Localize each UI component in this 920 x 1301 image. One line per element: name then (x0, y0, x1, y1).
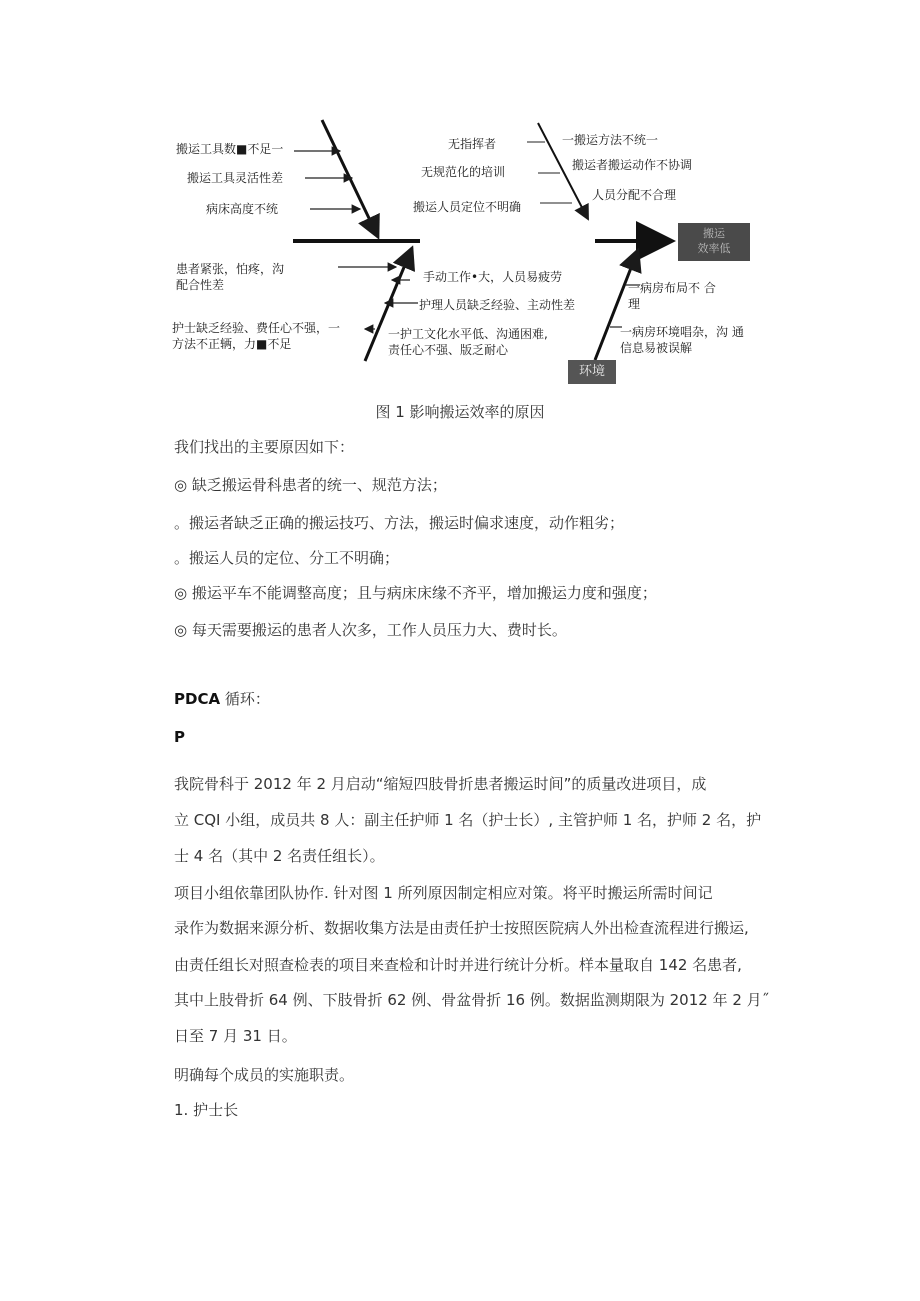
diagram-label: 一病房环境唱杂，沟 通 信息易被误解 (620, 325, 744, 355)
diagram-label: 护理人员缺乏经验、主动性差 (419, 298, 576, 312)
para2-line: 录作为数据来源分析、数据收集方法是由责任护士按照医院病人外出检查流程进行搬运, (174, 919, 749, 937)
reason-item: 。搬运人员的定位、分工不明确； (174, 549, 400, 567)
figure-caption: 图 1 影响搬运效率的原因 (375, 403, 545, 421)
p-heading: P (174, 728, 185, 746)
diagram-label: 搬运工具灵活性差 (187, 171, 284, 185)
para2-line: 日至 7 月 31 日。 (174, 1027, 297, 1045)
diagram-label: 搬运人员定位不明确 (413, 200, 522, 214)
pdca-label: PDCA (174, 690, 221, 708)
diagram-label: 无指挥者 (448, 137, 497, 151)
diagram-label: 无规范化的培训 (421, 165, 506, 179)
diagram-label: 一搬运方法不统一 (562, 133, 659, 147)
para2-line: 由责任组长对照查检表的项目来查检和计时并进行统计分析。样本量取自 142 名患者, (174, 956, 742, 974)
pdca-suffix: 循环： (220, 690, 270, 708)
list-item-1: 1. 护士长 (174, 1101, 239, 1119)
para2-line: 其中上肢骨折 64 例、下肢骨折 62 例、骨盆骨折 16 例。数据监测期限为 2012 年 2 月˝ (174, 991, 770, 1009)
diagram-label: 手动工作•大，人员易疲劳 (423, 270, 563, 284)
para1-line: 士 4 名（其中 2 名责任组长）。 (174, 847, 385, 865)
diagram-label: 人员分配不合理 (592, 188, 677, 202)
para2-line: 项目小组依靠团队协作. 针对图 1 所列原因制定相应对策。将平时搬运所需时间记 (174, 884, 713, 902)
diagram-label: 病床高度不统 (206, 202, 279, 216)
para3: 明确每个成员的实施职责。 (174, 1066, 355, 1084)
diagram-label: 搬运工具数■不足一 (176, 142, 284, 156)
diagram-label: 搬运者搬运动作不协调 (572, 158, 693, 172)
diagram-label: 护士缺乏经验、费任心不强，一 方法不正辆，力■不足 (172, 321, 341, 351)
diagram-label: 一病房布局不 合 理 (628, 281, 716, 311)
para1-line: 我院骨科于 2012 年 2 月启动“缩短四肢骨折患者搬运时间”的质量改进项目，成 (174, 775, 707, 793)
environment-category-box: 环境 (568, 360, 616, 384)
reason-item: ◎ 缺乏搬运骨科患者的统一、规范方法； (174, 476, 447, 494)
diagram-label: 一护工文化水平低、沟通困难, 责任心不强、版乏耐心 (388, 327, 548, 357)
para1-line: 立 CQI 小组，成员共 8 人：副主任护师 1 名（护士长）, 主管护师 1 名，护师 2 名，护 (174, 811, 762, 829)
reason-item: ◎ 搬运平车不能调整高度；且与病床床缘不齐平，增加搬运力度和强度； (174, 584, 657, 602)
reason-item: ◎ 每天需要搬运的患者人次多，工作人员压力大、费时长。 (174, 621, 567, 639)
effect-head-box: 搬运 效率低 (678, 223, 750, 261)
pdca-heading (174, 689, 270, 709)
diagram-label: 患者紧张，怕疼，沟 配合性差 (176, 262, 285, 292)
reasons-intro: 我们找出的主要原因如下： (174, 438, 355, 456)
reason-item: 。搬运者缺乏正确的搬运技巧、方法，搬运时偏求速度，动作粗劣； (174, 514, 625, 532)
